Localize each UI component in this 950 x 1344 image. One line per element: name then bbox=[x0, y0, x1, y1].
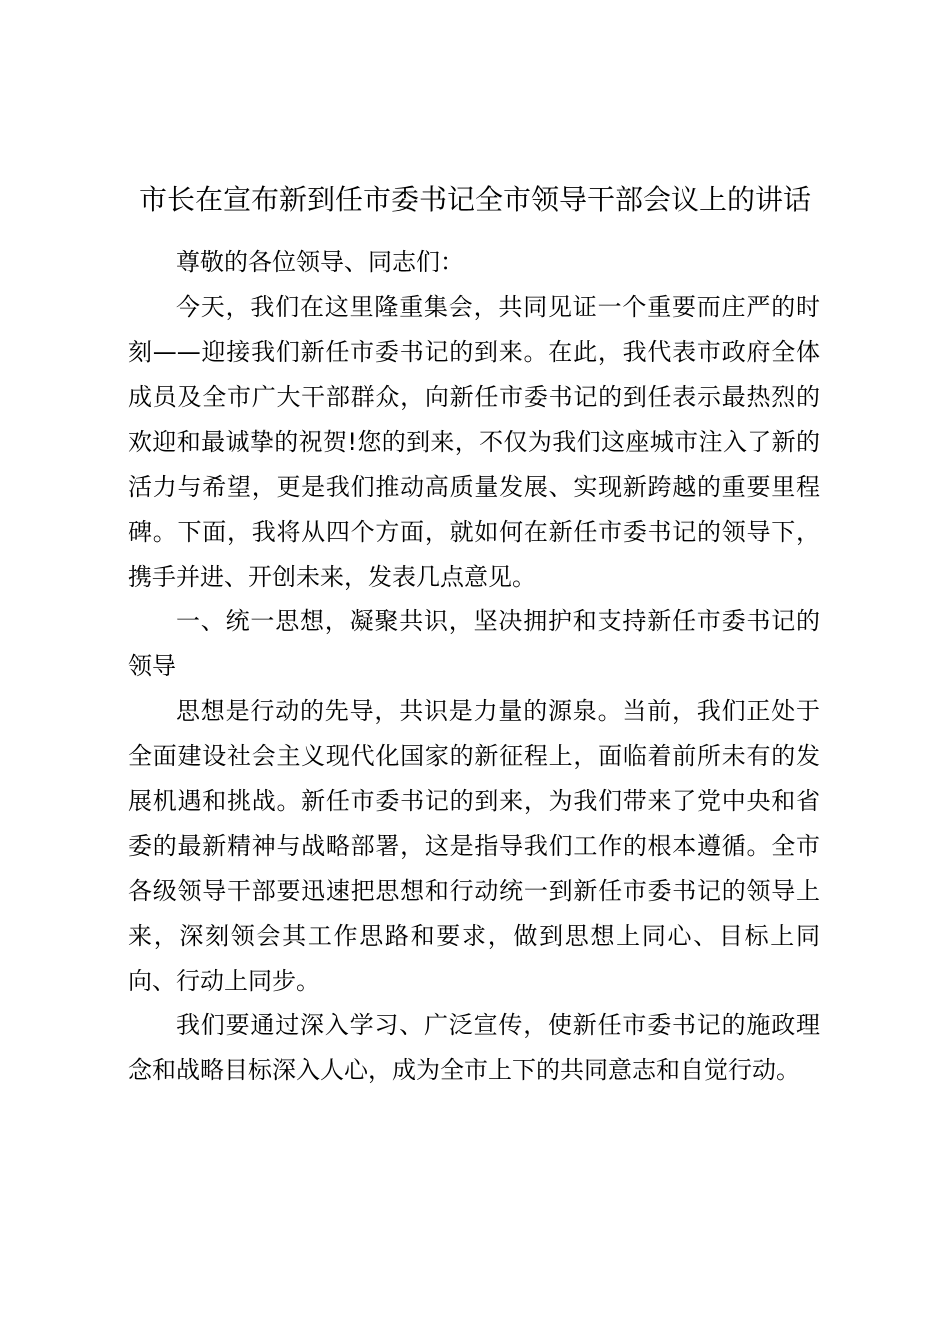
greeting-line: 尊敬的各位领导、同志们： bbox=[176, 248, 464, 276]
section-heading-1: 一、统一思想，凝聚共识，坚决拥护和支持新任市委书记的领导 bbox=[128, 607, 820, 680]
paragraph-section-1a: 思想是行动的先导，共识是力量的源泉。当前，我们正处于全面建设社会主义现代化国家的新征程上，面临着前所未有的发展机遇和挑战。新任市委书记的到来，为我们带来了党中央和省委的最新精神与战略部署，这是指导我们工作的根本遵循。全市各级领导干部要迅速把思想和行动统一到新任市委书记的领导上来，深刻领会其工作思路和要求，做到思想上同心、目标上同向、行动上同步。 bbox=[128, 697, 820, 995]
paragraph-section-1b: 我们要通过深入学习、广泛宣传，使新任市委书记的施政理念和战略目标深入人心，成为全市上下的共同意志和自觉行动。 bbox=[128, 1011, 820, 1084]
document-title: 市长在宣布新到任市委书记全市领导干部会议上的讲话 bbox=[138, 183, 811, 216]
paragraph-opening: 今天，我们在这里隆重集会，共同见证一个重要而庄严的时刻——迎接我们新任市委书记的到来。在此，我代表市政府全体成员及全市广大干部群众，向新任市委书记的到任表示最热烈的欢迎和最诚挚的祝贺!您的到来，不仅为我们这座城市注入了新的活力与希望，更是我们推动高质量发展、实现新跨越的重要里程碑。下面，我将从四个方面，就如何在新任市委书记的领导下，携手并进、开创未来，发表几点意见。 bbox=[128, 293, 820, 591]
